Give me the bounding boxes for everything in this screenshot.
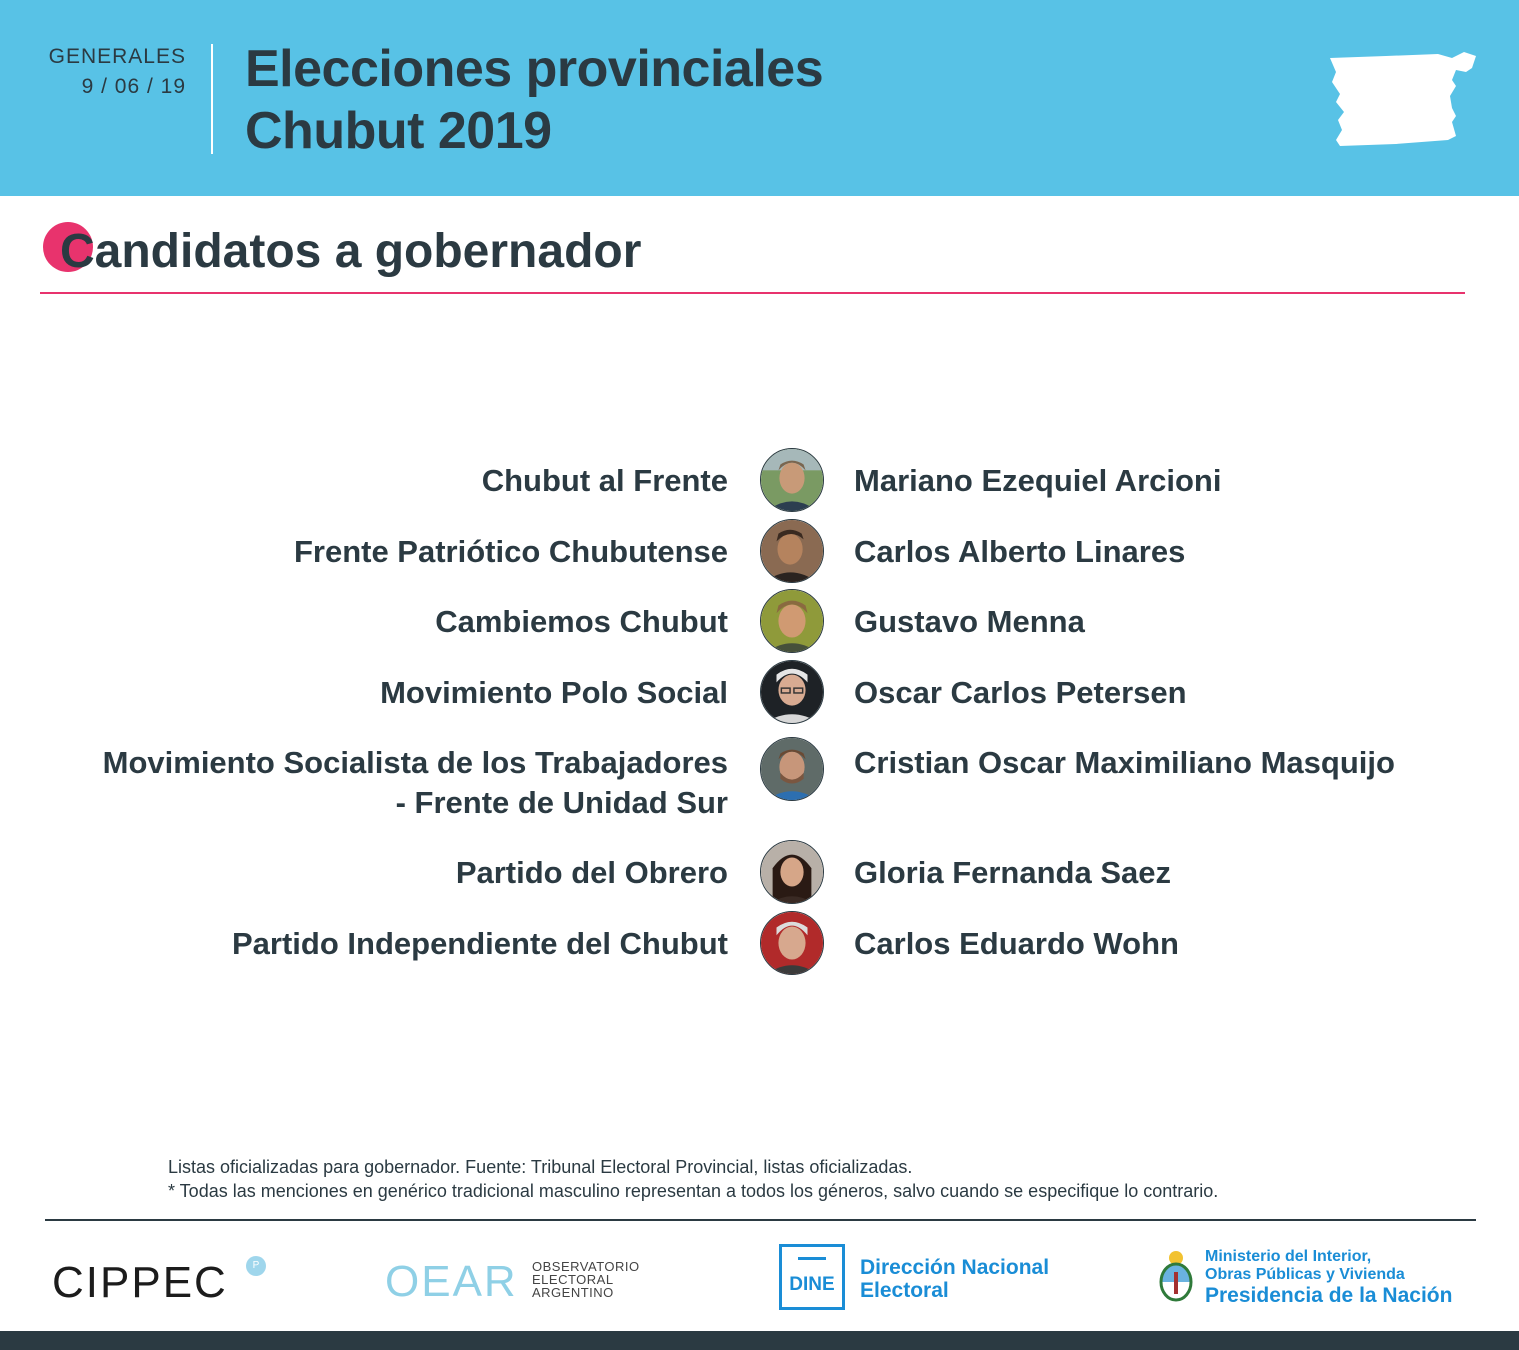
candidate-name: Cristian Oscar Maximiliano Masquijo: [854, 745, 1395, 780]
oear-subtitle: [532, 1260, 640, 1299]
oear-sub-line: OBSERVATORIO: [532, 1259, 640, 1274]
footnote-source: Listas oficializadas para gobernador. Fuente: Tribunal Electoral Provincial, listas oficializadas.: [168, 1157, 913, 1177]
section-divider: [40, 292, 1465, 294]
oear-sub-line: ELECTORAL: [532, 1272, 614, 1287]
candidate-name: Gustavo Menna: [854, 604, 1085, 639]
party-name: [103, 743, 728, 823]
party-name-line-2: - Frente de Unidad Sur: [395, 785, 728, 820]
candidate-photo: [760, 448, 824, 512]
title-line-2: Chubut 2019: [245, 102, 552, 160]
candidate-photo: [760, 589, 824, 653]
candidate-name: Oscar Carlos Petersen: [854, 675, 1187, 710]
footer-divider: [45, 1219, 1476, 1221]
party-name: Movimiento Polo Social: [380, 675, 728, 710]
section-title: Candidatos a gobernador: [60, 225, 642, 278]
candidate-photo: [760, 519, 824, 583]
candidate-photo: [760, 840, 824, 904]
oear-sub-line: ARGENTINO: [532, 1285, 614, 1300]
candidate-name: Gloria Fernanda Saez: [854, 855, 1171, 890]
dine-box-text: DINE: [789, 1274, 835, 1295]
chubut-map-icon: [1326, 50, 1478, 150]
ministerio-label: [1205, 1248, 1452, 1308]
dine-logo: [779, 1244, 845, 1310]
footnote: [168, 1155, 1218, 1203]
ministerio-line: Presidencia de la Nación: [1205, 1284, 1453, 1307]
page-title: [245, 38, 823, 162]
date-label: GENERALES: [48, 45, 186, 68]
party-name-line-1: Movimiento Socialista de los Trabajadores: [102, 745, 728, 780]
coat-of-arms-icon: [1157, 1248, 1195, 1306]
title-line-1: Elecciones provinciales: [245, 40, 824, 98]
party-name: Frente Patriótico Chubutense: [293, 534, 728, 569]
header-banner: [0, 0, 1519, 196]
cippec-logo: CIPPEC: [52, 1258, 228, 1307]
ministerio-line: Obras Públicas y Vivienda: [1205, 1266, 1405, 1283]
party-name: Partido Independiente del Chubut: [232, 926, 728, 961]
candidate-name: Carlos Alberto Linares: [854, 534, 1186, 569]
dine-bar-icon: [798, 1257, 826, 1260]
date-value: 9 / 06 / 19: [81, 75, 186, 98]
dine-label-line: Electoral: [860, 1279, 949, 1302]
party-name: Chubut al Frente: [481, 463, 728, 498]
ministerio-line: Ministerio del Interior,: [1205, 1248, 1372, 1265]
candidate-photo: [760, 911, 824, 975]
header-divider: [211, 44, 213, 154]
party-name: Partido del Obrero: [455, 855, 728, 890]
party-name: Cambiemos Chubut: [435, 604, 728, 639]
oear-logo: OEAR: [385, 1257, 518, 1306]
dine-label: [860, 1256, 1049, 1302]
candidate-photo: [760, 737, 824, 801]
cippec-badge-icon: P: [246, 1256, 266, 1276]
dine-label-line: Dirección Nacional: [860, 1256, 1050, 1279]
footnote-gender-note: * Todas las menciones en genérico tradicional masculino representan a todos los géneros, salvo cuando se especifique lo contrario.: [168, 1181, 1219, 1201]
candidate-name: Mariano Ezequiel Arcioni: [854, 463, 1222, 498]
bottom-bar: [0, 1331, 1519, 1350]
candidate-name: Carlos Eduardo Wohn: [854, 926, 1179, 961]
election-date: [30, 42, 186, 102]
candidate-photo: [760, 660, 824, 724]
